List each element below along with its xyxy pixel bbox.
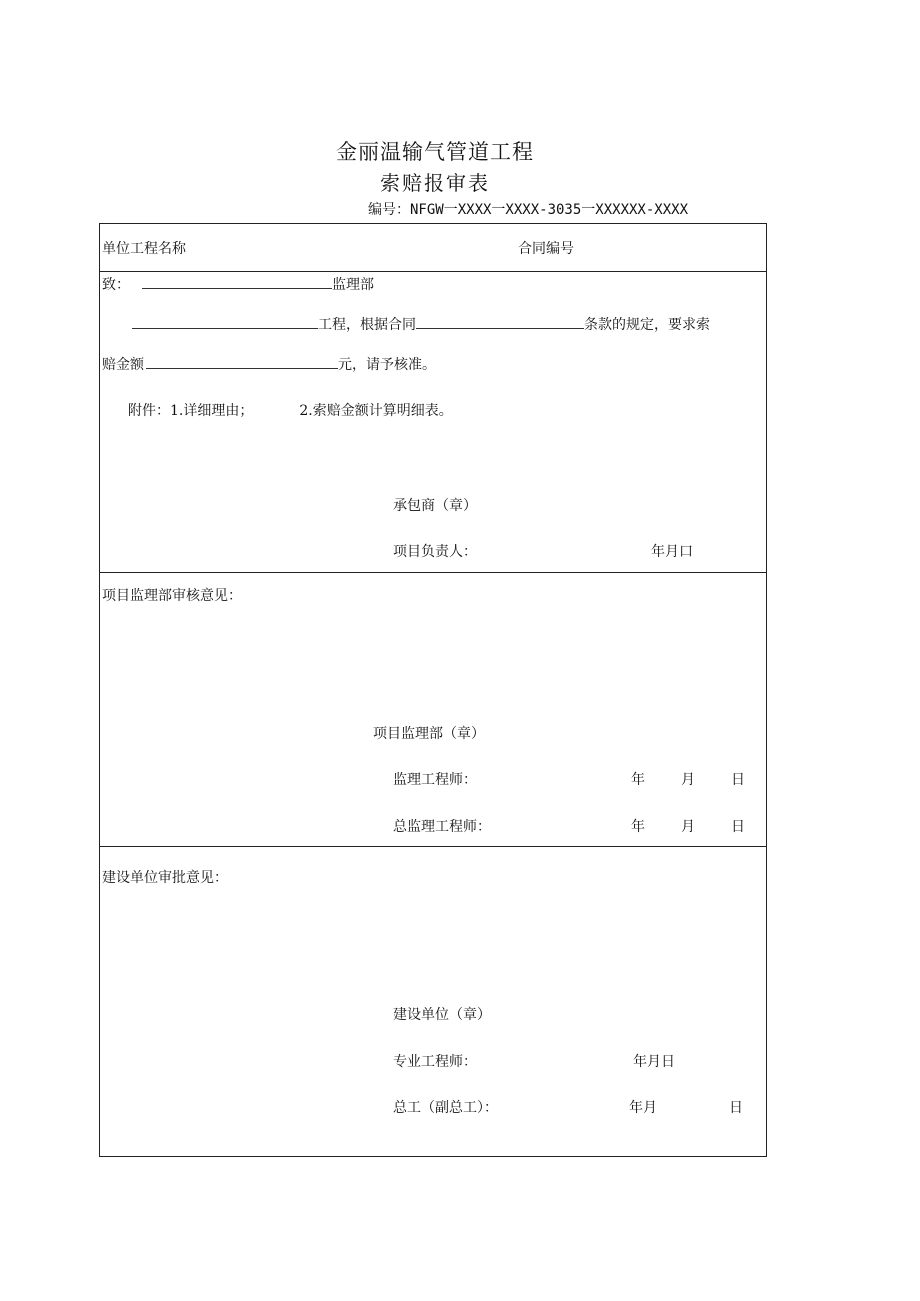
owner-seal: 建设单位（章） — [393, 1007, 491, 1023]
clause-blank — [416, 315, 584, 329]
supervision-seal: 项目监理部（章） — [373, 726, 485, 742]
chief-engineer-date-day: 日 — [729, 1100, 743, 1116]
engineer-date-year: 年 — [631, 772, 645, 788]
form-code-value: NFGW一XXXX一XXXX-3035一XXXXXX-XXXX — [410, 202, 689, 218]
specialist-engineer-label: 专业工程师： — [393, 1054, 477, 1070]
project-title: 金丽温输气管道工程 — [336, 140, 534, 164]
claim-line-2 — [132, 315, 710, 334]
project-manager-date: 年月口 — [651, 544, 693, 560]
row-divider — [99, 846, 767, 847]
addressee-blank — [142, 275, 332, 289]
to-prefix: 致： — [102, 277, 130, 293]
engineer-date-month: 月 — [681, 772, 695, 788]
chief-supervisor-label: 总监理工程师： — [393, 819, 491, 835]
project-blank — [132, 315, 318, 329]
chief-date-year: 年 — [631, 819, 645, 835]
to-suffix: 监理部 — [332, 277, 374, 293]
contractor-seal: 承包商（章） — [393, 498, 477, 514]
attach-label: 附件： — [128, 403, 170, 419]
row-divider — [99, 271, 767, 272]
chief-engineer-label: 总工（副总工）： — [393, 1100, 498, 1116]
unit-name-label: 单位工程名称 — [102, 241, 186, 257]
attach-item-1: 1.详细理由； — [170, 403, 254, 419]
claim-line2-mid: 工程，根据合同 — [318, 317, 416, 333]
form-code — [368, 199, 688, 219]
engineer-date-day: 日 — [731, 772, 745, 788]
chief-date-month: 月 — [681, 819, 695, 835]
row-divider — [99, 572, 767, 573]
owner-opinion-label: 建设单位审批意见： — [102, 870, 228, 886]
attachments-line — [128, 402, 453, 420]
project-manager-label: 项目负责人： — [393, 544, 477, 560]
form-code-label: 编号： — [368, 202, 410, 218]
claim-line2-end: 条款的规定，要求索 — [584, 317, 710, 333]
chief-engineer-date-ym: 年月 — [629, 1100, 657, 1116]
addressee-line — [102, 275, 374, 294]
form-title: 索赔报审表 — [380, 171, 490, 195]
supervision-opinion-label: 项目监理部审核意见： — [102, 588, 242, 604]
specialist-date: 年月日 — [633, 1054, 675, 1070]
claim-line-3 — [102, 355, 436, 374]
claim-line3-suffix: 元，请予核准。 — [338, 357, 436, 373]
claim-line3-prefix: 赔金额 — [102, 357, 144, 373]
amount-blank — [146, 355, 338, 369]
chief-date-day: 日 — [731, 819, 745, 835]
contract-no-label: 合同编号 — [518, 241, 574, 257]
attach-item-2: 2.索赔金额计算明细表。 — [299, 403, 453, 419]
supervision-engineer-label: 监理工程师： — [393, 772, 477, 788]
